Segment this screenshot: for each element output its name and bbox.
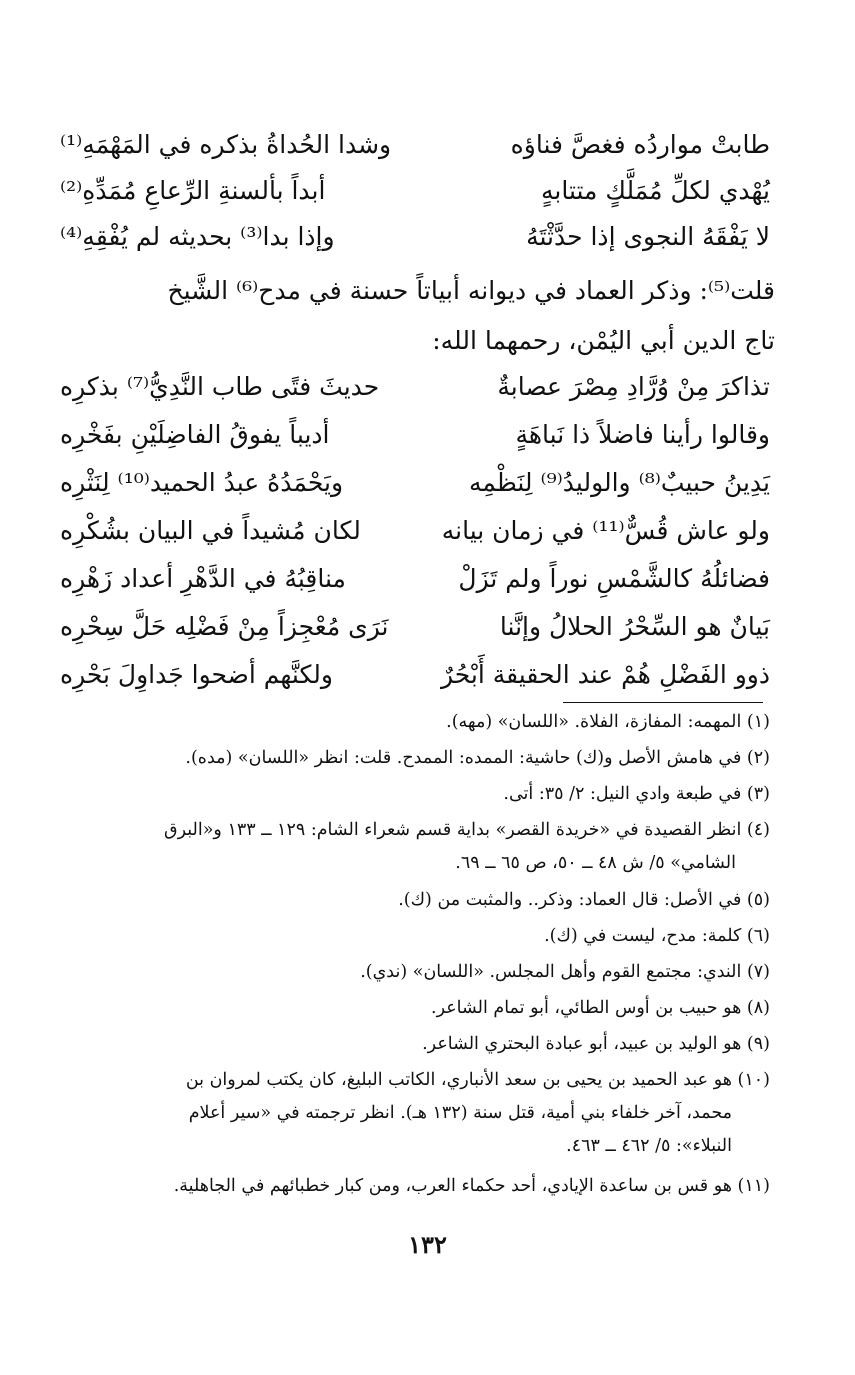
verse-second-hemistich: لكان مُشيداً في البيان بشُكْرِه <box>60 516 361 545</box>
verse-first-hemistich: لا يَفْقَهُ النجوى إذا حدَّثْتَهُ <box>526 222 770 251</box>
footnote-1 <box>60 706 770 739</box>
verse-first-hemistich: ذوو الفَضْلِ هُمْ عند الحقيقة أَبْحُرٌ <box>440 660 770 689</box>
footnote-line: محمد، آخر خلفاء بني أمية، قتل سنة (١٣٢ هـ). انظر ترجمته في «سير أعلام <box>188 1103 732 1123</box>
verse-first-hemistich: وقالوا رأينا فاضلاً ذا نَباهَةٍ <box>515 420 770 449</box>
footnote-9 <box>60 1028 770 1061</box>
verse-line <box>60 460 770 506</box>
footnote-line: (٧) الندي: مجتمع القوم وأهل المجلس. «اللسان» (ندي). <box>360 962 770 982</box>
verse-line <box>60 214 770 260</box>
footnote-line: (٣) في طبعة وادي النيل: ٢/ ٣٥: أتى. <box>503 784 770 804</box>
footnote-2 <box>60 742 770 775</box>
footnote-10 <box>60 1064 770 1163</box>
footnote-5 <box>60 884 770 917</box>
verse-first-hemistich: تذاكرَ مِنْ وُرَّادِ مِصْرَ عصابةٌ <box>497 372 770 401</box>
verse-line <box>60 652 770 698</box>
verse-first-hemistich: فضائلُهُ كالشَّمْسِ نوراً ولم تَزَلْ <box>458 564 770 593</box>
verse-second-hemistich: حديثَ فتًى طاب النَّدِيُّ⁽⁷⁾ بذكرِه <box>60 372 380 401</box>
verse-second-hemistich: ولكنَّهم أضحوا جَداوِلَ بَحْرِه <box>60 660 333 689</box>
footnote-11 <box>60 1170 770 1203</box>
verse-second-hemistich: أديباً يفوقُ الفاضِلَيْنِ بفَخْرِه <box>60 420 330 449</box>
footnote-3 <box>60 778 770 811</box>
footnote-line: الشامي» ٥/ ش ٤٨ ــ ٥٠، ص ٦٥ ــ ٦٩. <box>455 853 736 873</box>
verse-line <box>60 412 770 458</box>
footnote-line: (٤) انظر القصيدة في «خريدة القصر» بداية قسم شعراء الشام: ١٢٩ ــ ١٣٣ و«البرق <box>164 820 770 840</box>
page-number: ١٣٢ <box>408 1230 447 1259</box>
verse-second-hemistich: نَرَى مُعْجِزاً مِنْ فَضْلِه حَلَّ سِحْرِه <box>60 612 389 641</box>
verse-first-hemistich: ولو عاش قُسٌّ⁽¹¹⁾ في زمان بيانه <box>441 516 770 545</box>
verse-second-hemistich: مناقِبُهُ في الدَّهْرِ أعداد زَهْرِه <box>60 564 346 593</box>
footnote-separator <box>563 702 763 703</box>
footnote-line: (٢) في هامش الأصل و(ك) حاشية: الممده: الممدح. قلت: انظر «اللسان» (مده). <box>185 748 770 768</box>
verse-line <box>60 556 770 602</box>
verse-first-hemistich: بَيانٌ هو السِّحْرُ الحلالُ وإنَّنا <box>499 612 770 641</box>
verse-second-hemistich: وإذا بدا⁽³⁾ بحديثه لم يُفْقِهِ⁽⁴⁾ <box>60 222 335 251</box>
verse-second-hemistich: أبداً بألسنةِ الرِّعاعِ مُمَدِّهِ⁽²⁾ <box>60 176 326 205</box>
footnote-line: النبلاء»: ٥/ ٤٦٢ ــ ٤٦٣. <box>566 1136 732 1156</box>
footnote-line: (١١) هو قس بن ساعدة الإيادي، أحد حكماء العرب، ومن كبار خطبائهم في الجاهلية. <box>173 1176 770 1196</box>
prose-line: قلت⁽⁵⁾: وذكر العماد في ديوانه أبياتاً حسنة في مدح⁽⁶⁾ الشَّيخ <box>167 276 775 305</box>
prose-line: تاج الدين أبي اليُمْن، رحمهما الله: <box>432 326 775 355</box>
footnote-4 <box>60 814 770 880</box>
footnote-line: (٦) كلمة: مدح، ليست في (ك). <box>544 926 770 946</box>
footnote-7 <box>60 956 770 989</box>
verse-line <box>60 168 770 214</box>
verse-second-hemistich: ويَحْمَدُهُ عبدُ الحميد⁽¹⁰⁾ لِنَثْرِه <box>60 468 344 497</box>
verse-second-hemistich: وشدا الحُداةُ بذكره في المَهْمَهِ⁽¹⁾ <box>60 130 392 159</box>
footnote-8 <box>60 992 770 1025</box>
verse-line <box>60 604 770 650</box>
footnote-line: (١٠) هو عبد الحميد بن يحيى بن سعد الأنباري، الكاتب البليغ، كان يكتب لمروان بن <box>185 1070 770 1090</box>
verse-first-hemistich: يَدِينُ حبيبٌ⁽⁸⁾ والوليدُ⁽⁹⁾ لِنَظْمِه <box>469 468 770 497</box>
verse-line <box>60 364 770 410</box>
footnote-line: (١) المهمه: المفازة، الفلاة. «اللسان» (مهه). <box>446 712 770 732</box>
footnote-6 <box>60 920 770 953</box>
verse-line <box>60 508 770 554</box>
footnote-line: (٨) هو حبيب بن أوس الطائي، أبو تمام الشاعر. <box>431 998 770 1018</box>
verse-line <box>60 122 770 168</box>
footnote-line: (٩) هو الوليد بن عبيد، أبو عبادة البحتري الشاعر. <box>422 1034 770 1054</box>
verse-first-hemistich: يُهْدي لكلِّ مُمَلَّكٍ متتابهٍ <box>540 176 770 205</box>
footnote-line: (٥) في الأصل: قال العماد: وذكر.. والمثبت من (ك). <box>398 890 770 910</box>
verse-first-hemistich: طابتْ مواردُه فغصَّ فناؤه <box>510 130 770 159</box>
